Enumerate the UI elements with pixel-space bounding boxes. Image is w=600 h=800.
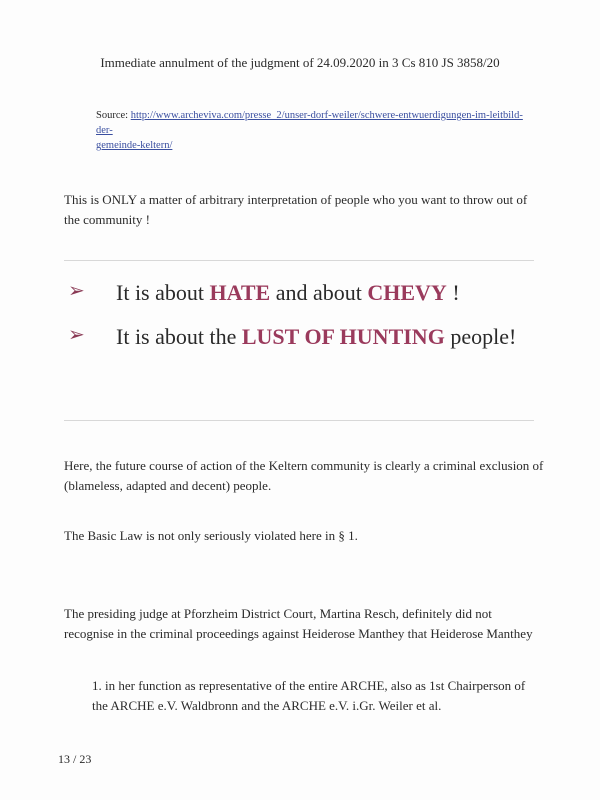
arrow-bullet-icon: ➢ (68, 322, 85, 346)
arrow-bullet-icon: ➢ (68, 278, 85, 302)
bullet-hate-chevy (116, 276, 556, 310)
source-link-line1: http://www.archeviva.com/presse_2/unser-dorf-weiler/schwere-entwuerdigungen-im-leitbild-der- (96, 110, 523, 136)
judge-paragraph: The presiding judge at Pforzheim District Court, Martina Resch, definitely did not recognise in the criminal proceedings against Heiderose Manthey that Heiderose Manthey (64, 606, 533, 641)
source-label: Source: (96, 110, 129, 121)
bullet-text: ! (446, 280, 460, 305)
emphasis-lust-of-hunting: LUST OF HUNTING (241, 324, 445, 349)
divider-top (64, 260, 534, 261)
bullet-text: It is about the (116, 324, 242, 349)
intro-paragraph: This is ONLY a matter of arbitrary interpretation of people who you want to throw out of the community ! (64, 192, 528, 227)
bullet-text: It is about (116, 280, 210, 305)
bullet-lust-of-hunting (116, 320, 556, 354)
source-link[interactable] (96, 110, 523, 151)
bullet-text: and about (270, 280, 368, 305)
basic-law-paragraph: The Basic Law is not only seriously violated here in § 1. (64, 528, 358, 543)
numbered-item-1: 1. in her function as representative of the entire ARCHE, also as 1st Chairperson of the ARCHE e.V. Waldbronn and the ARCHE e.V. i.Gr. Weiler et al. (92, 678, 526, 713)
bullet-text: people! (444, 324, 517, 349)
future-course-paragraph: Here, the future course of action of the Keltern community is clearly a criminal exclusion of (blameless, adapted and decent) people. (64, 458, 544, 493)
emphasis-chevy: CHEVY (367, 280, 447, 305)
source-link-line2: gemeinde-keltern/ (96, 140, 173, 151)
source-citation (96, 108, 536, 153)
divider-bottom (64, 420, 534, 421)
emphasis-hate: HATE (209, 280, 271, 305)
document-heading: Immediate annulment of the judgment of 24.09.2020 in 3 Cs 810 JS 3858/20 (100, 55, 500, 70)
page-number: 13 / 23 (58, 752, 92, 766)
